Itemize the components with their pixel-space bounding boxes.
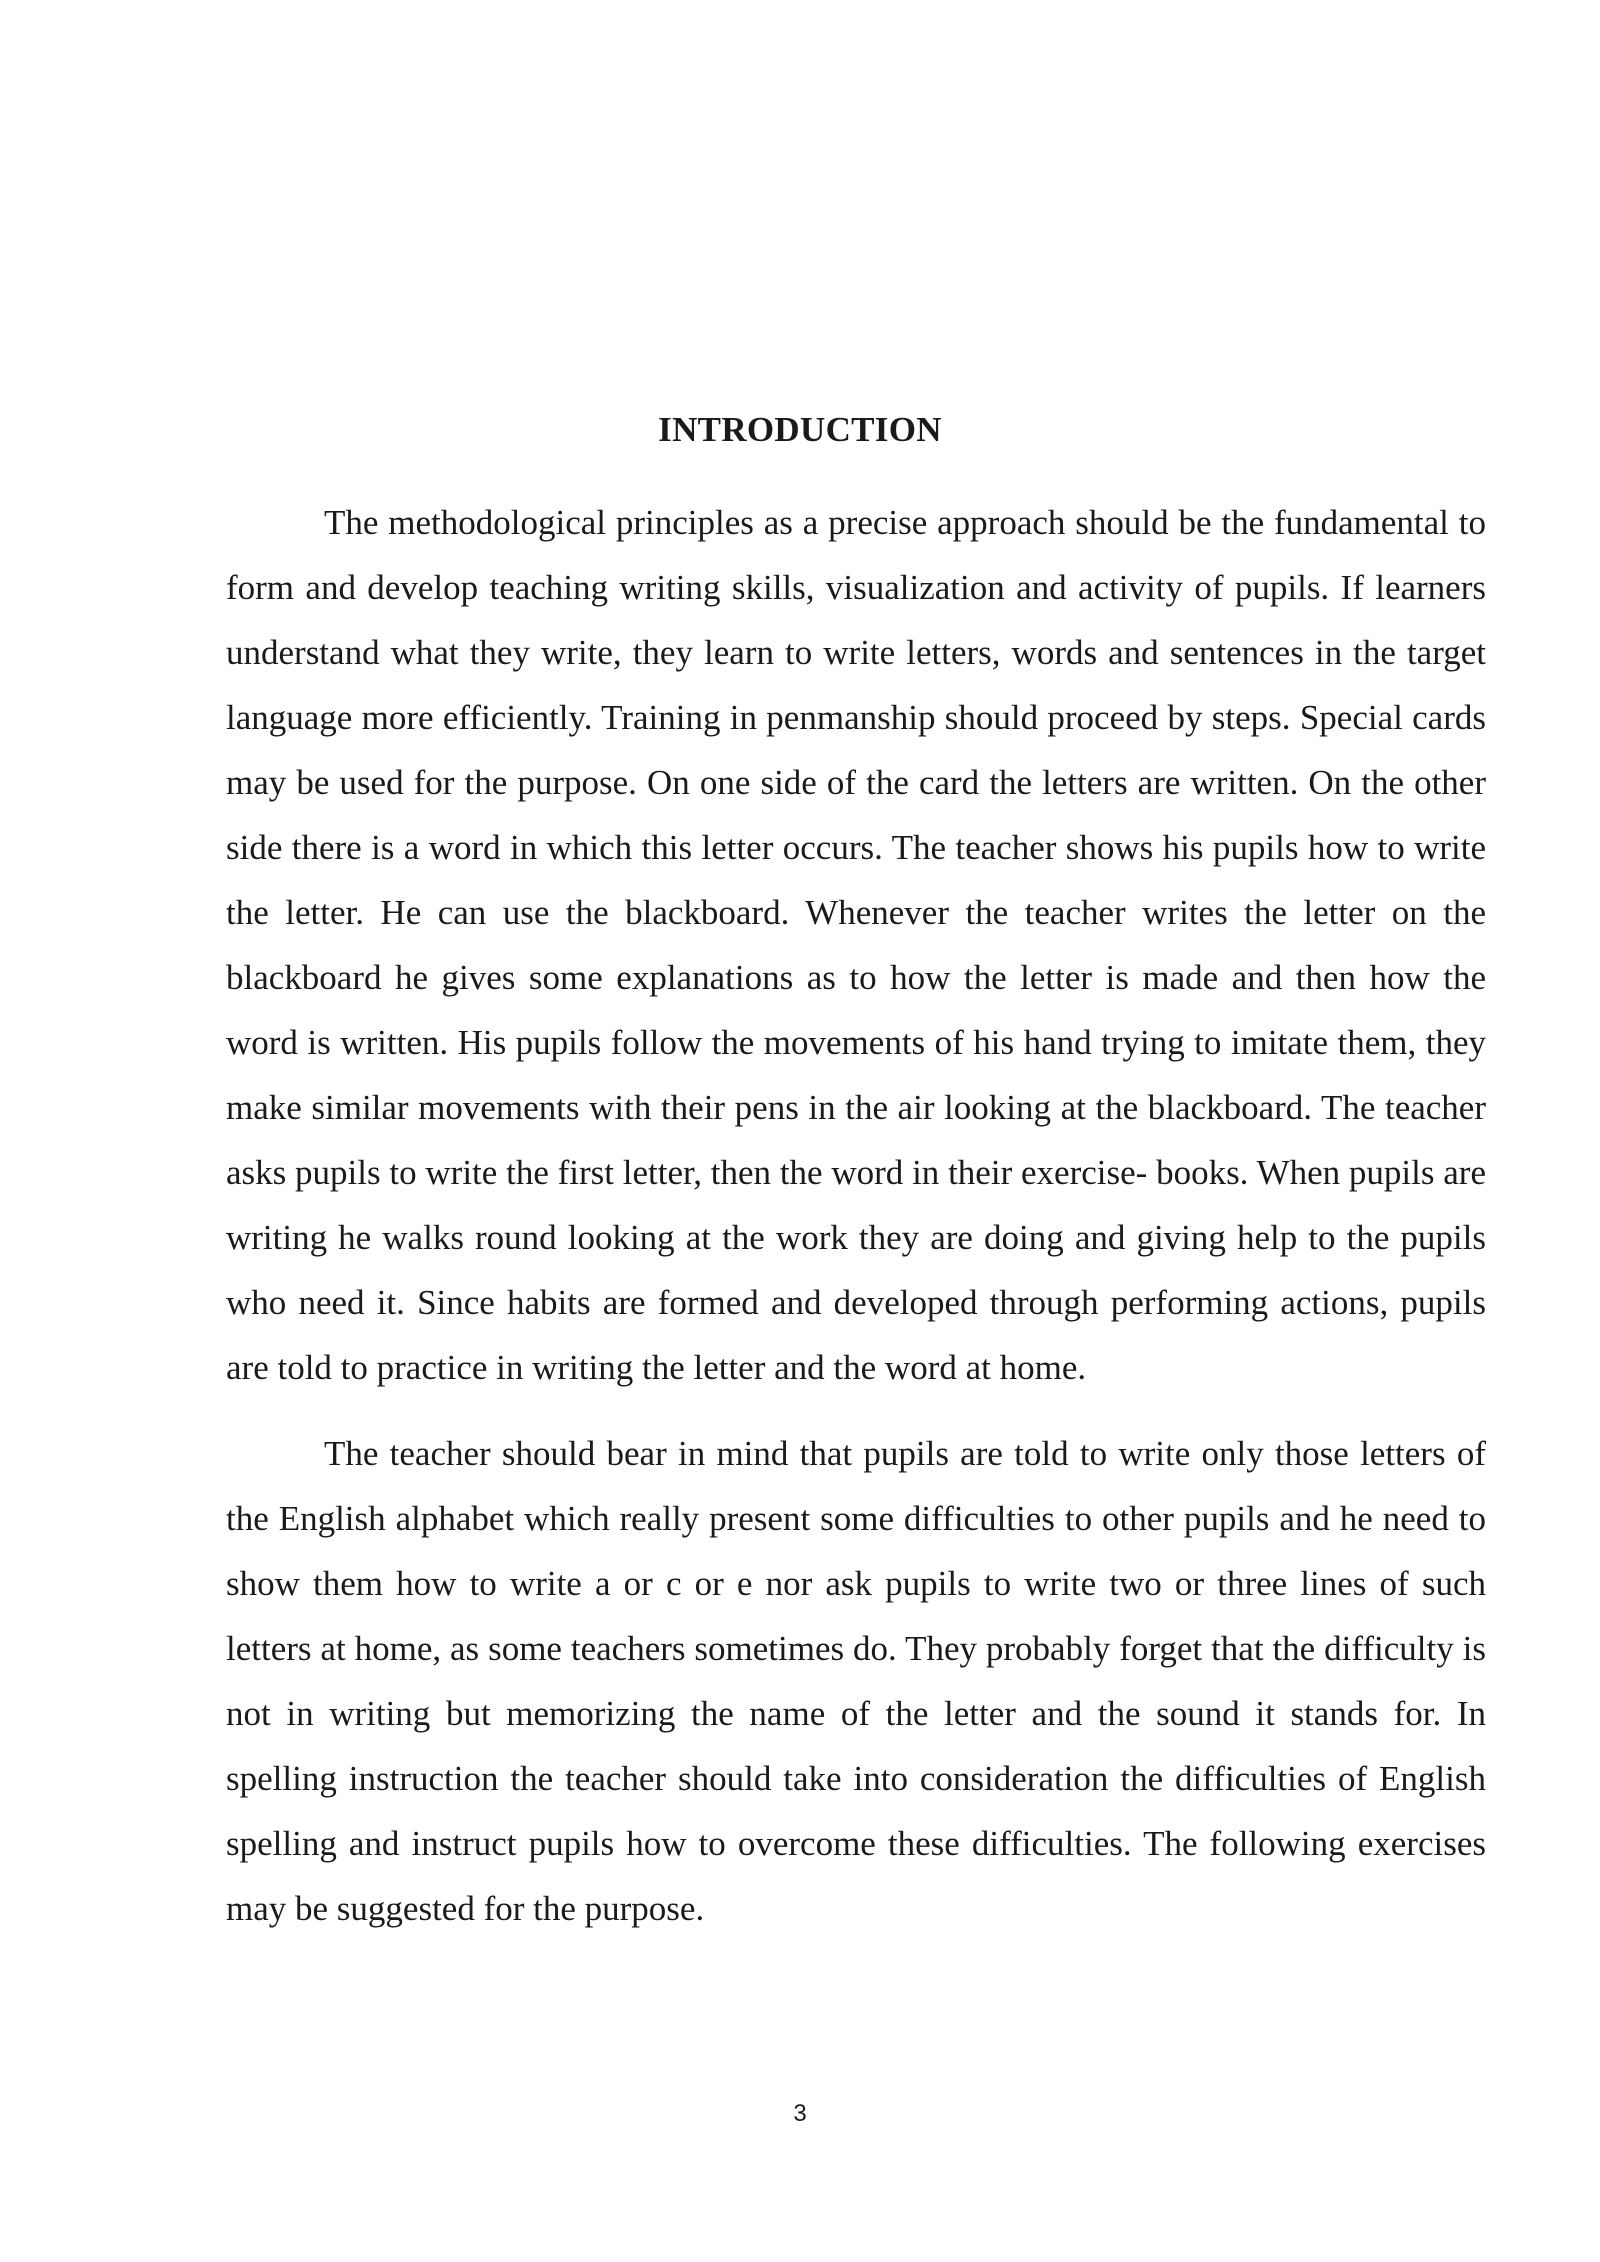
paragraph-1: The methodological principles as a precise approach should be the fundamental to form and develop teaching writing skills, visualization and activity of pupils. If learners understand what they write, they learn to write letters, words and sentences in the target language more efficiently. Training in penmanship should proceed by steps. Special cards may be used for the purpose. On one side of the card the letters are written. On the other side there is a word in which this letter occurs. The teacher shows his pupils how to write the letter. He can use the blackboard. Whenever the teacher writes the letter on the blackboard he gives some explanations as to how the letter is made and then how the word is written. His pupils follow the movements of his hand trying to imitate them, they make similar movements with their pens in the air looking at the blackboard. The teacher asks pupils to write the first letter, then the word in their exercise- books. When pupils are writing he walks round looking at the work they are doing and giving help to the pupils who need it. Since habits are formed and developed through performing actions, pupils are told to practice in writing the letter and the word at home. — [226, 503, 1486, 1387]
page-title: INTRODUCTION — [658, 410, 942, 449]
page-number: 3 — [793, 2100, 807, 2127]
body-text — [226, 490, 1486, 1941]
paragraph-2: The teacher should bear in mind that pupils are told to write only those letters of the English alphabet which really present some difficulties to other pupils and he need to show them how to write a or c or e nor ask pupils to write two or three lines of such letters at home, as some teachers sometimes do. They probably forget that the difficulty is not in writing but memorizing the name of the letter and the sound it stands for. In spelling instruction the teacher should take into consideration the difficulties of English spelling and instruct pupils how to overcome these difficulties. The following exercises may be suggested for the purpose. — [226, 1434, 1486, 1928]
